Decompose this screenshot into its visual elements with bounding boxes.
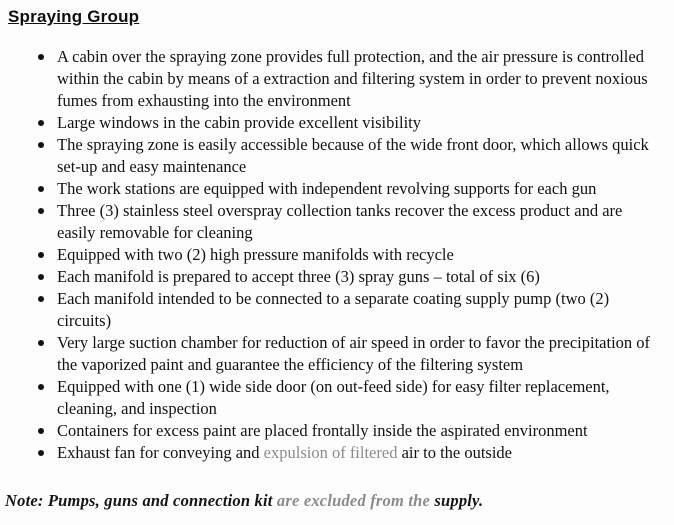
bullet-icon — [38, 142, 44, 148]
text-segment: Each manifold is prepared to accept three (3) spray guns – total of six (6) — [57, 267, 540, 286]
note-text — [5, 491, 483, 511]
faded-text-segment: are excluded from the — [276, 491, 431, 510]
bullet-icon — [38, 384, 44, 390]
text-segment: Equipped with one (1) wide side door (on out-feed side) for easy filter replacement, cleaning, and inspection — [57, 377, 610, 418]
page-title: Spraying Group — [8, 7, 140, 26]
text-segment: A cabin over the spraying zone provides full protection, and the air pressure is controlled within the cabin by means of a extraction and filtering system in order to prevent noxious fumes from exhausting into the environment — [57, 47, 648, 110]
list-item — [57, 134, 658, 178]
list-item — [57, 442, 658, 464]
bullet-icon — [38, 186, 44, 192]
feature-list — [0, 46, 674, 464]
text-segment: The spraying zone is easily accessible because of the wide front door, which allows quick set-up and easy maintenance — [57, 135, 649, 176]
list-item — [57, 420, 658, 442]
bullet-icon — [38, 208, 44, 214]
bullet-icon — [38, 428, 44, 434]
text-segment: air to the outside — [397, 443, 513, 462]
text-segment: Equipped with two (2) high pressure manifolds with recycle — [57, 245, 454, 264]
bullet-icon — [38, 296, 44, 302]
list-item — [57, 266, 658, 288]
list-item — [57, 332, 658, 376]
list-item — [57, 46, 658, 112]
faded-text-segment: expulsion of filtered — [263, 443, 398, 462]
list-item — [57, 178, 658, 200]
text-segment: Note: Pumps, guns and connection kit — [5, 491, 277, 510]
text-segment: Each manifold intended to be connected to a separate coating supply pump (two (2) circuits) — [57, 289, 610, 330]
bullet-icon — [38, 450, 44, 456]
list-item — [57, 200, 658, 244]
text-segment: Very large suction chamber for reduction of air speed in order to favor the precipitation of the vaporized paint and guarantee the efficiency of the filtering system — [57, 333, 651, 374]
list-item — [57, 244, 658, 266]
text-segment: supply. — [430, 491, 484, 510]
list-item — [57, 376, 658, 420]
text-segment: The work stations are equipped with independent revolving supports for each gun — [57, 179, 597, 198]
list-item — [57, 288, 658, 332]
bullet-icon — [38, 120, 44, 126]
list-item — [57, 112, 658, 134]
bullet-icon — [38, 252, 44, 258]
bullet-icon — [38, 340, 44, 346]
text-segment: Three (3) stainless steel overspray collection tanks recover the excess product and are easily removable for cleaning — [57, 201, 623, 242]
bullet-icon — [38, 274, 44, 280]
text-segment: Containers for excess paint are placed frontally inside the aspirated environment — [57, 421, 588, 440]
text-segment: Large windows in the cabin provide excellent visibility — [57, 113, 421, 132]
bullet-icon — [38, 54, 44, 60]
text-segment: Exhaust fan for conveying and — [57, 443, 264, 462]
